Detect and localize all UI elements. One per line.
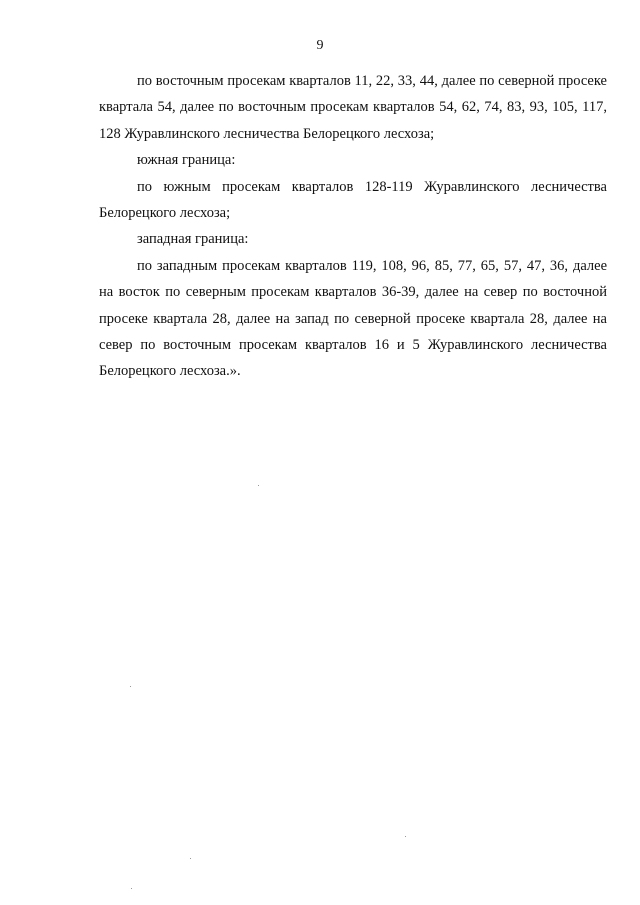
heading-western-boundary: западная граница: (137, 231, 249, 248)
paragraph-eastern-boundary-text: по восточным просекам кварталов 11, 22, 33, 44, далее по северной просеке квартала 54, далее по восточным просекам кварталов 54, 62, 74, 83, 93, 105, 117, 128 Журавлинского лесничества Белорецкого лесхоза; (99, 73, 607, 142)
scan-speck (131, 888, 132, 889)
heading-southern-boundary: южная граница: (137, 152, 236, 169)
scan-speck (190, 858, 191, 859)
page-number: 9 (316, 38, 324, 53)
paragraph-western-boundary-text: по западным просекам кварталов 119, 108, 96, 85, 77, 65, 57, 47, 36, далее на восток по северным просекам кварталов 36-39, далее на север по восточной просеке квартала 28, далее на запад по северной просеке квартала 28, далее на север по восточным просекам кварталов 16 и 5 Журавлинского лесничества Белорецкого лесхоза.». (99, 257, 607, 380)
scan-speck (130, 686, 131, 687)
scan-speck (258, 485, 259, 486)
document-body (99, 68, 607, 385)
paragraph-southern-boundary-text: по южным просекам кварталов 128-119 Журавлинского лесничества Белорецкого лесхоза; (99, 178, 607, 222)
scan-speck (405, 836, 406, 837)
